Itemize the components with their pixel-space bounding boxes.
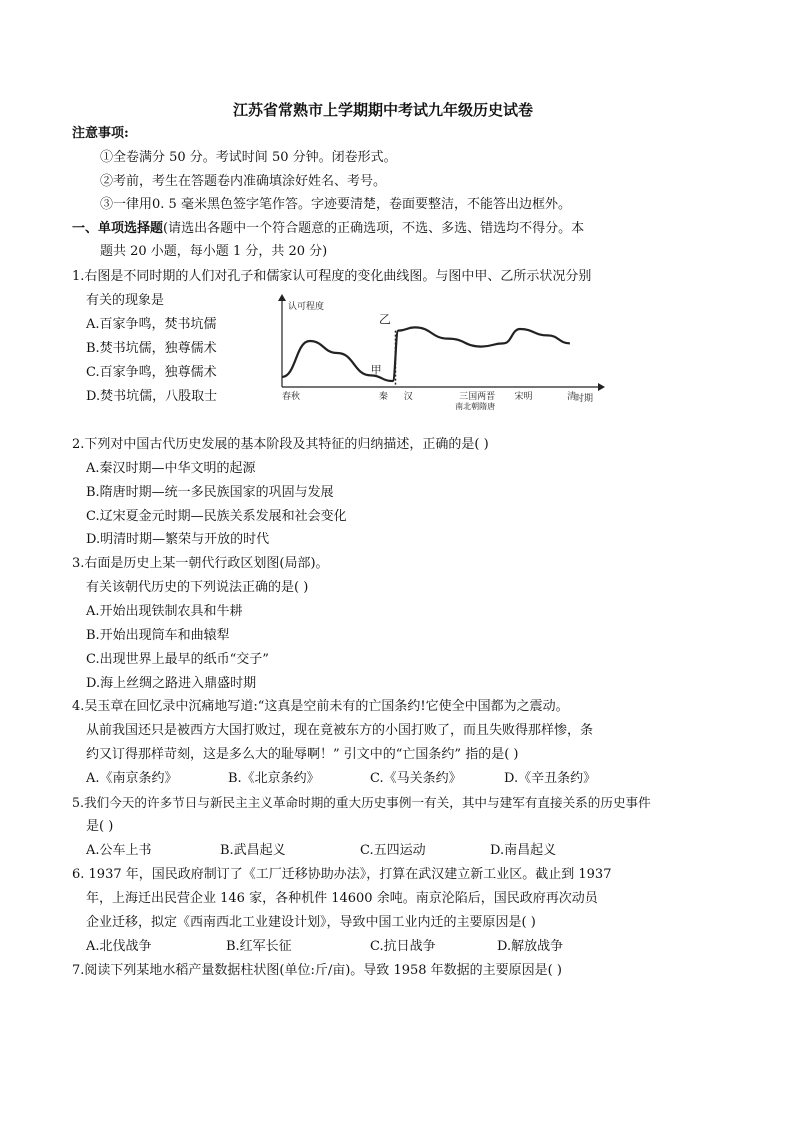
q4-option-c: C.《马关条约》	[370, 771, 462, 786]
page-title: 江苏省常熟市上学期期中考试九年级历史试卷	[233, 101, 534, 119]
q6-option-d: D.解放战争	[497, 939, 564, 954]
q3-stem-cont: 有关该朝代历史的下列说法正确的是( )	[86, 580, 309, 595]
q1-option-b: B.焚书坑儒，独尊儒术	[86, 341, 217, 356]
q5-stem: 5.我们今天的许多节日与新民主主义革命时期的重大历史事例一有关，其中与建军有直接关系的历史事件	[72, 795, 651, 810]
section-heading-line	[72, 220, 584, 238]
q2-option-b: B.隋唐时期—统一多民族国家的巩固与发展	[86, 485, 334, 500]
q6-option-c: C.抗日战争	[370, 939, 436, 954]
q5-option-c: C.五四运动	[360, 843, 426, 858]
notice-heading: 注意事项:	[72, 126, 129, 141]
notice-item: ③一律用0. 5 毫米黑色签字笔作答。字迹要清楚，卷面要整洁，不能答出边框外。	[100, 197, 571, 212]
q1-option-d: D.焚书坑儒，八股取士	[86, 389, 218, 404]
q1-option-c: C.百家争鸣，独尊儒术	[86, 365, 217, 380]
notice-item: ①全卷满分 50 分。考试时间 50 分钟。闭卷形式。	[100, 150, 397, 165]
y-axis-label: 认可程度	[288, 302, 325, 312]
x-tick-label: 秦	[378, 392, 388, 402]
q2-option-d: D.明清时期—繁荣与开放的时代	[86, 532, 270, 547]
q4-stem-cont: 约又订得那样苛刻，这是多么大的耻辱啊！” 引文中的“亡国条约” 指的是( )	[86, 747, 519, 762]
recognition-chart-svg	[272, 293, 606, 411]
x-tick-label: 春秋	[282, 392, 301, 402]
q6-option-a: A.北伐战争	[86, 939, 152, 954]
q7-stem: 7.阅读下列某地水稻产量数据柱状图(单位:斤/亩)。导致 1958 年数据的主要原因是( )	[72, 963, 562, 978]
x-tick-sublabel: 南北朝隋唐	[455, 402, 496, 411]
q5-option-d: D.南昌起义	[490, 843, 557, 858]
recognition-chart	[272, 293, 606, 411]
q3-option-c: C.出现世界上最早的纸币“交子”	[86, 652, 269, 667]
q5-option-a: A.公车上书	[86, 843, 152, 858]
notice-item: ②考前，考生在答题卷内准确填涂好姓名、考号。	[100, 174, 387, 189]
annotation-yi: 乙	[378, 312, 391, 327]
section-instruction-cont: 题共 20 小题，每小题 1 分，共 20 分)	[100, 244, 328, 259]
q4-stem: 4.吴玉章在回忆录中沉痛地写道:“这真是空前未有的亡国条约!它使全中国都为之震动。	[72, 699, 569, 714]
q6-option-b: B.红军长征	[226, 939, 292, 954]
q4-option-a: A.《南京条约》	[86, 771, 178, 786]
q1-stem: 1.右图是不同时期的人们对孔子和儒家认可程度的变化曲线图。与图中甲、乙所示状况分别	[72, 269, 592, 284]
q6-stem-cont: 企业迁移，拟定《西南西北工业建设计划》，导致中国工业内迁的主要原因是( )	[86, 915, 536, 930]
q2-option-c: C.辽宋夏金元时期—民族关系发展和社会变化	[86, 509, 347, 524]
q4-option-d: D.《辛丑条约》	[504, 771, 597, 786]
q4-stem-cont: 从前我国还只是被西方大国打败过，现在竟被东方的小国打败了，而且失败得那样惨，条	[86, 723, 594, 738]
q3-option-a: A.开始出现铁制农具和牛耕	[86, 604, 243, 619]
q6-stem: 6. 1937 年，国民政府制订了《工厂迁移协助办法》，打算在武汉建立新工业区。截止到 1937	[72, 867, 612, 882]
section-heading: 一、单项选择题	[72, 221, 164, 236]
q2-stem: 2.下列对中国古代历史发展的基本阶段及其特征的归纳描述，正确的是( )	[72, 437, 489, 452]
q2-option-a: A.秦汉时期—中华文明的起源	[86, 461, 256, 476]
q6-stem-cont: 年，上海迁出民营企业 146 家，各种机件 14600 余吨。南京沦陷后，国民政府再次动员	[86, 891, 598, 906]
q5-stem-cont: 是( )	[86, 819, 114, 834]
q3-option-b: B.开始出现筒车和曲辕犁	[86, 628, 230, 643]
x-tick-label: 宋明	[514, 392, 533, 402]
section-instruction: (请选出各题中一个符合题意的正确选项，不选、多选、错选均不得分。本	[163, 221, 585, 236]
x-axis-label: 时期	[575, 394, 594, 404]
q4-option-b: B.《北京条约》	[228, 771, 320, 786]
q3-stem: 3.右面是历史上某一朝代行政区划图(局部)。	[72, 556, 329, 571]
x-tick-label: 三国两晋	[459, 392, 496, 402]
annotation-jia: 甲	[370, 363, 382, 377]
x-tick-label: 汉	[403, 392, 413, 402]
q1-stem-cont: 有关的现象是	[86, 293, 165, 308]
x-tick-label: 清	[567, 392, 577, 402]
q1-option-a: A.百家争鸣，焚书坑儒	[86, 317, 217, 332]
q5-option-b: B.武昌起义	[220, 843, 286, 858]
q3-option-d: D.海上丝绸之路进入鼎盛时期	[86, 676, 257, 691]
